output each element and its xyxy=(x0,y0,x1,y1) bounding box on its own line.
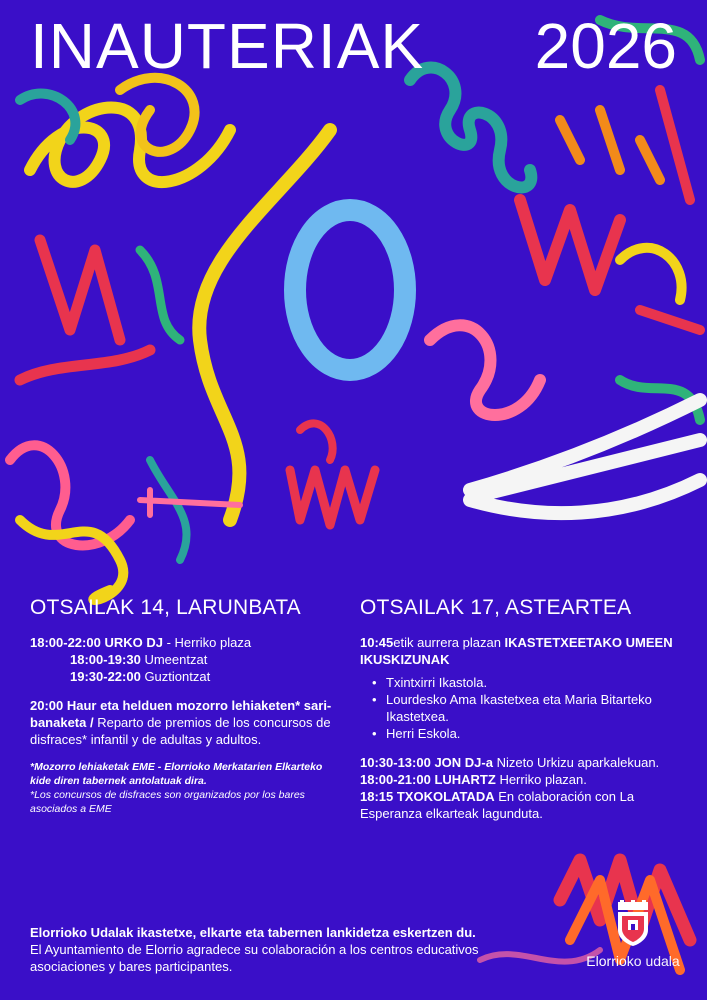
day2-event-luhartz-bold: 18:00-21:00 LUHARTZ xyxy=(360,772,496,787)
day1-slot1-time: 18:00-19:30 xyxy=(70,652,141,667)
yellow-scribble xyxy=(30,108,230,183)
day1-dj-name: URKO DJ xyxy=(104,635,163,650)
logo-name-rest: ko udala xyxy=(626,953,680,969)
day1-dj-place: - Herriko plaza xyxy=(162,635,252,650)
elorrio-logo xyxy=(578,900,688,969)
school-item: • Txintxirri Ikastola. xyxy=(376,674,680,691)
red-squiggle-center xyxy=(290,470,375,525)
day2-intro-time: 10:45 xyxy=(360,635,394,650)
footer-thanks-eu: Elorrioko Udalak ikastetxe, elkarte eta tabernen lankidetza eskertzen du. xyxy=(30,925,476,940)
day2-intro-rest: etik aurrera plazan xyxy=(393,635,505,650)
poster-year: 2026 xyxy=(534,10,677,82)
school-item: • Lourdesko Ama Ikastetxea eta Maria Bitarteko Ikastetxea. xyxy=(376,691,680,725)
day2-intro xyxy=(360,634,680,668)
poster-title: INAUTERIAK xyxy=(30,10,425,82)
pink-bar xyxy=(140,490,240,515)
day1-note-eu: *Mozorro lehiaketak EME - Elorrioko Merkatarien Elkarteko kide diren tabernek antolatuak dira. xyxy=(30,761,323,787)
day1-slot1-label: Umeentzat xyxy=(140,652,208,667)
day2-program xyxy=(360,596,680,822)
orange-marks-right xyxy=(560,110,660,180)
day1-note-es: *Los concursos de disfraces son organizados por los bares asociados a EME xyxy=(30,789,305,815)
school-item: • Herri Eskola. xyxy=(376,725,680,742)
day2-intro-bold: IKASTETXEETAKO UMEEN IKUSKIZUNAK xyxy=(360,635,673,667)
day2-event-txokolatada-bold: 18:15 TXOKOLATADA xyxy=(360,789,495,804)
day1-heading: OTSAILAK 14, LARUNBATA xyxy=(30,596,301,619)
day2-event-txokolatada xyxy=(360,788,680,822)
day1-slot1 xyxy=(30,651,340,668)
day1-slot2-time: 19:30-22:00 xyxy=(70,669,141,684)
day2-event-dj-bold: 10:30-13:00 JON DJ-a xyxy=(360,755,493,770)
day1-dj-line xyxy=(30,634,340,651)
day2-event-dj xyxy=(360,754,680,771)
day2-event-luhartz xyxy=(360,771,680,788)
day2-event-txokolatada-rest: En colaboración con La Esperanza elkarteak lagunduta. xyxy=(360,789,635,821)
logo-text xyxy=(578,953,688,969)
green-scribble-left xyxy=(140,250,180,340)
day1-program xyxy=(30,596,340,816)
day2-event-luhartz-rest: Herriko plazan. xyxy=(495,772,587,787)
yellow-marks-right xyxy=(620,248,682,300)
teal-scribble-bottom xyxy=(150,460,187,560)
red-scribble-far-right xyxy=(640,90,700,330)
day1-slot2 xyxy=(30,668,340,685)
day2-heading: OTSAILAK 17, ASTEARTEA xyxy=(360,596,632,619)
day1-slot2-label: Guztiontzat xyxy=(140,669,211,684)
red-squiggle-center-2 xyxy=(300,423,333,460)
logo-name-bold: Elorrio xyxy=(586,953,627,969)
red-zigzag-right xyxy=(520,200,620,290)
day1-prize-text xyxy=(30,697,340,748)
footer-thanks xyxy=(30,924,550,975)
pink-scribble-right xyxy=(430,325,540,415)
footer-thanks-es: El Ayuntamiento de Elorrio agradece su colaboración a los centros educativos asociaciones y bares participantes. xyxy=(30,942,479,974)
day1-prize-rest: Reparto de premios de los concursos de disfraces* infantil y de adultas y adultos. xyxy=(30,715,331,747)
school-list xyxy=(360,674,680,742)
coat-of-arms-icon xyxy=(616,900,650,946)
green-loops xyxy=(410,68,531,188)
yellow-scribble-bottom xyxy=(20,520,123,600)
day2-event-dj-rest: Nizeto Urkizu aparkalekuan. xyxy=(492,755,660,770)
day1-dj-time: 18:00-22:00 xyxy=(30,635,101,650)
day1-prize-bold: 20:00 Haur eta helduen mozorro lehiaketen* sari-banaketa / xyxy=(30,698,332,730)
blue-o-shape xyxy=(295,210,405,370)
red-scribble-left xyxy=(20,240,150,380)
